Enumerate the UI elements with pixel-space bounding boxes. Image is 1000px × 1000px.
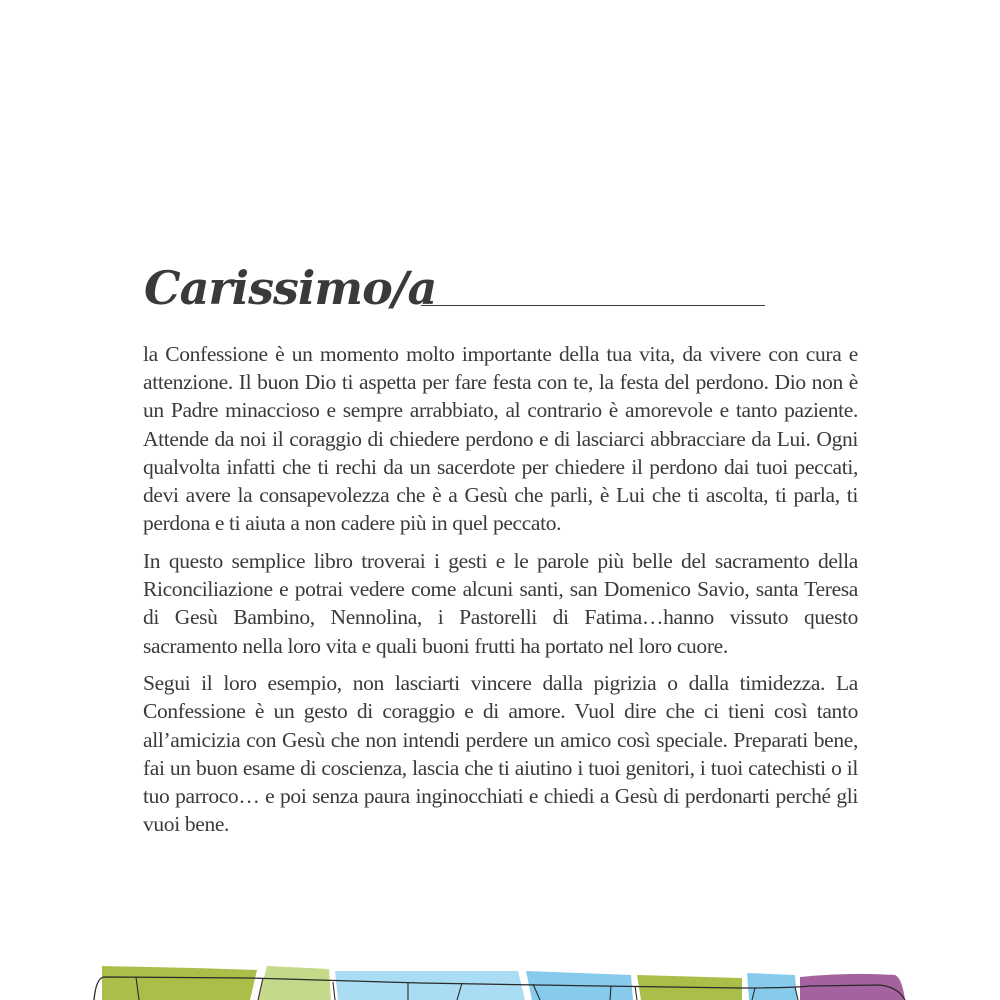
car-panel-7: [747, 973, 797, 1000]
salutation-heading: Carissimo/a: [144, 261, 437, 315]
paragraph-1: la Confessione è un momento molto importante della tua vita, da vivere con cura e attenzione. Il buon Dio ti aspetta per fare festa con te, la festa del perdono. Dio non è un Padre minaccioso e sempre arrabbiato, al contrario è amorevole e tanto paziente. Attende da noi il coraggio di chiedere perdono e di lasciarci abbracciare da Lui. Ogni qualvolta infatti che ti rechi da un sacerdote per chiedere il perdono dai tuoi peccati, devi avere la consapevolezza che è a Gesù che parli, è Lui che ti ascolta, ti parla, ti perdona e ti aiuta a non cadere più in quel peccato.: [143, 342, 858, 536]
letter-body: [143, 340, 858, 848]
paragraph-2: In questo semplice libro troverai i gesti e le parole più belle del sacramento della Riconciliazione e potrai vedere come alcuni santi, san Domenico Savio, santa Teresa di Gesù Bambino, Nennolina, i Pastorelli di Fatima…hanno vissuto questo sacramento nella loro vita e quali buoni frutti ha portato nel loro cuore.: [143, 548, 858, 658]
car-panel-4: [335, 971, 525, 1000]
paragraph-3: Segui il loro esempio, non lasciarti vincere dalla pigrizia o dalla timidezza. La Confessione è un gesto di coraggio e di amore. Vuol dire che ci tieni così tanto all’amicizia con Gesù che non intendi perdere un amico così speciale. Preparati bene, fai un buon esame di coscienza, lascia che ti aiutino i tuoi genitori, i tuoi catechisti o il tuo parroco… e poi senza paura inginocchiati e chiedi a Gesù di perdonarti perché gli vuoi bene.: [143, 671, 858, 837]
car-panel-1: [102, 966, 194, 1000]
car-panel-3: [258, 966, 331, 1000]
name-blank-line: [421, 305, 765, 306]
decorative-train-illustration: [0, 955, 1000, 1000]
car-panel-2: [194, 968, 257, 1000]
